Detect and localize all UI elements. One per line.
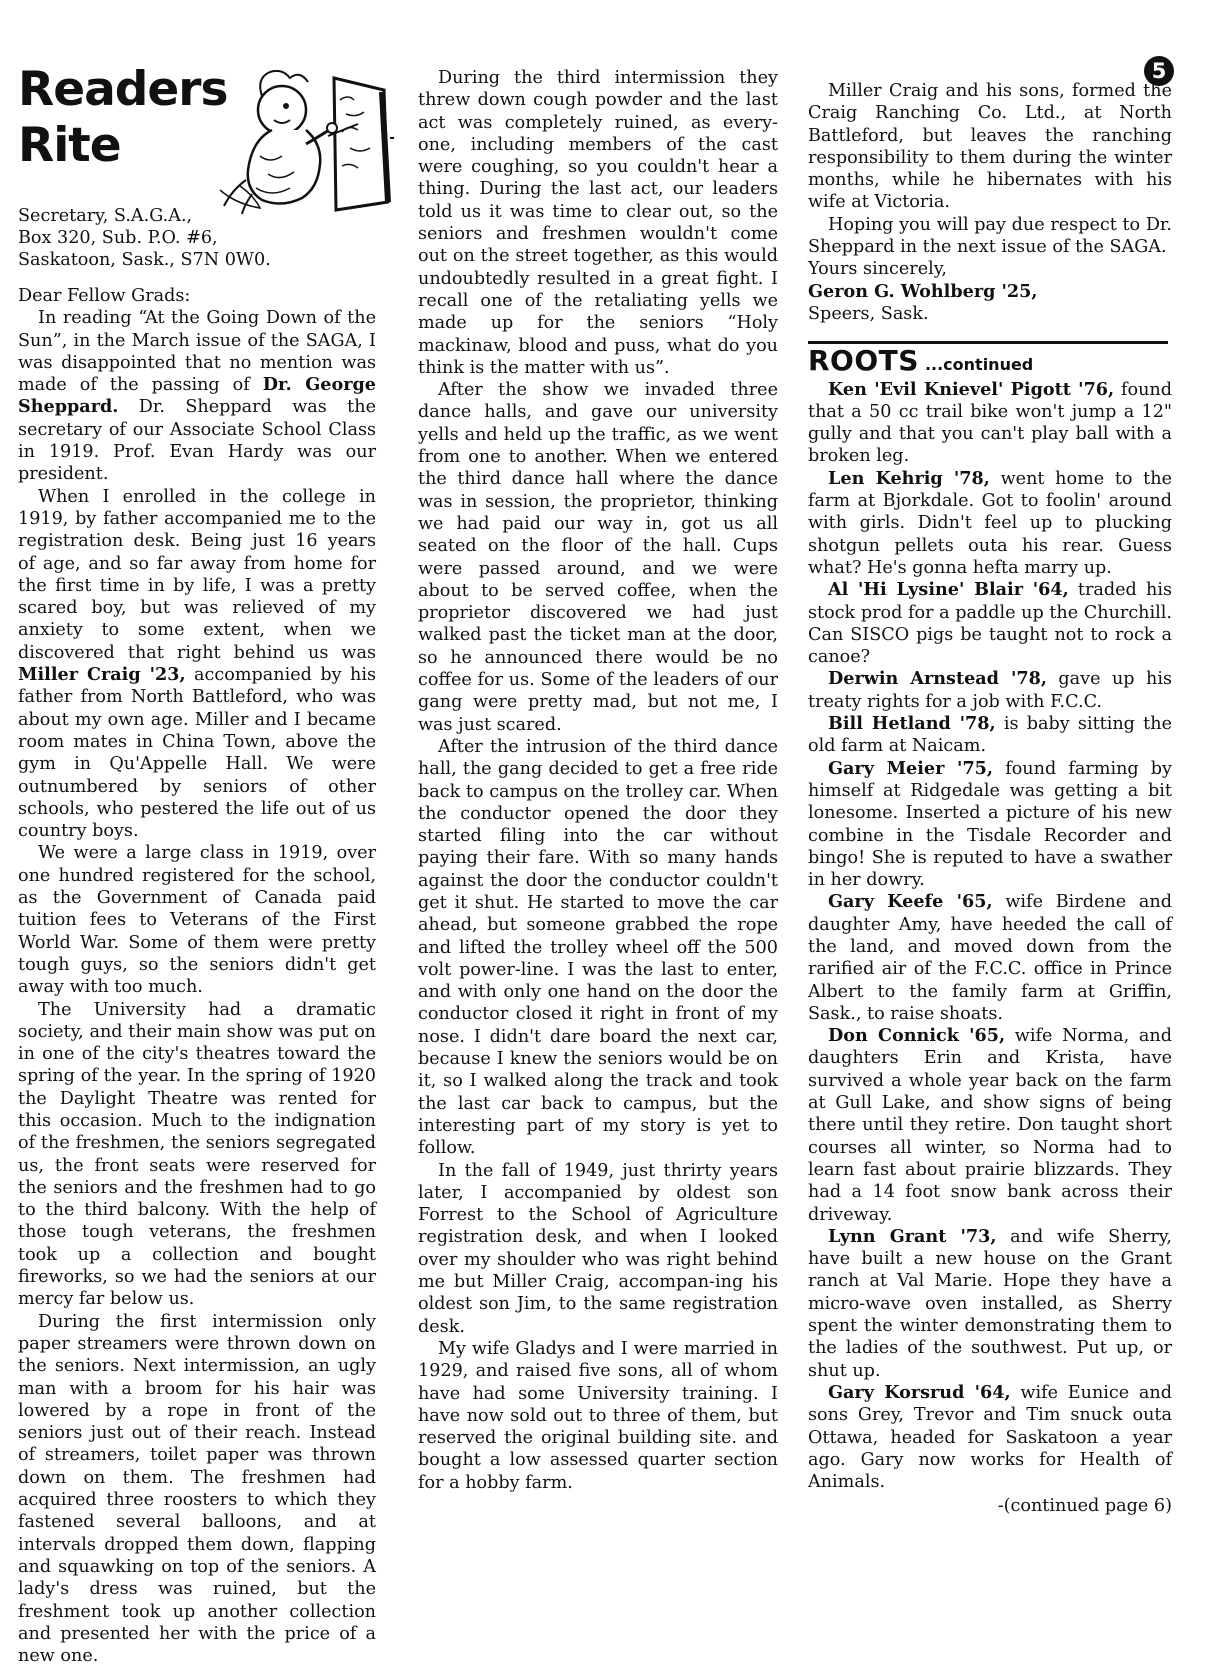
roots-item-name: Len Kehrig '78, xyxy=(828,467,990,489)
roots-item-name: Don Connick '65, xyxy=(828,1025,1006,1047)
roots-item xyxy=(808,468,1172,579)
letter-paragraph: During the first intermission only paper streamers were thrown down on the seniors. Next intermission, an ugly man with a broom for his hair was lowered by a rope in front of the seniors just out of their reach. Instead of streamers, toilet paper was thrown down on them. The freshmen had acquired three roosters to which they fastened several balloons, and at intervals dropped them down, flapping and squawking on top of the seniors. A lady's dress was ruined, but the freshment took up another collection and presented her with the price of a new one. xyxy=(18,1311,376,1667)
column-2 xyxy=(418,58,778,1617)
letter-paragraph: The University had a dramatic society, and their main show was put on in one of the city's theatres toward the spring of the year. In the spring of 1920 the Daylight Theatre was rented for this occasion. Much to the indignation of the freshmen, the seniors segregated us, the front seats were reserved for the seniors and the freshmen had to go to the third balcony. With the help of those tough veterans, the freshmen took up a collection and bought fireworks, so we had the seniors at our mercy far below us. xyxy=(18,999,376,1310)
roots-item-name: Lynn Grant '73, xyxy=(828,1225,997,1247)
roots-item-text: is baby sitting the old farm at Naicam. xyxy=(808,714,1172,757)
roots-item-text: found farming by himself at Ridgedale was getting a bit lonesome. Inserted a picture of his new combine in the Tisdale Recorder and bingo! She is reputed to have a swather in her dowry. xyxy=(808,758,1172,891)
letter-paragraph: We were a large class in 1919, over one hundred registered for the school, as the Government of Canada paid tuition fees to Veterans of the First World War. Some of them were pretty tough guys, so the seniors didn't get away with too much. xyxy=(18,843,376,998)
roots-item-name: Al 'Hi Lysine' Blair '64, xyxy=(828,579,1069,601)
letter-paragraph: My wife Gladys and I were married in 1929, and raised five sons, all of whom have had some University training. I have now sold out to three of them, but reserved the original building site. and bought a low assessed quarter section for a hobby farm. xyxy=(418,1338,778,1493)
roots-item xyxy=(808,379,1172,468)
roots-item xyxy=(808,579,1172,668)
roots-item-name: Gary Keefe '65, xyxy=(828,891,993,913)
roots-item-text: wife Birdene and daughter Amy, have heeded the call of the land, and moved down from the rarified air of the F.C.C. office in Prince Albert to the family farm at Griffin, Sask., to raise shoats. xyxy=(808,892,1173,1024)
column-1 xyxy=(18,0,376,1667)
signature-place: Speers, Sask. xyxy=(808,303,929,324)
roots-item-name: Gary Meier '75, xyxy=(828,757,994,779)
closing: Yours sincerely, xyxy=(808,259,947,280)
roots-item-text: wife Norma, and daughters Erin and Krista, have survived a whole year back on the farm at Gull Lake, and show signs of being there until they retire. Don taught short courses all winter, so Norma had to learn fast about prairie blizzards. They had a 14 foot snow bank across their driveway. xyxy=(808,1026,1172,1225)
letter-paragraph: After the show we invaded three dance halls, and gave our university yells and held up the traffic, as we went from one to another. When we entered the third dance hall where the dance was in session, the proprietor, thinking we had paid our way in, got us all seated on the floor of the hall. Cups were passed around, and we were about to be served coffee, when the proprietor discovered we had just walked past the ticket man at the door, so he announced there would be no coffee for us. Some of the leaders of our gang were pretty mad, but not me, I was just scared. xyxy=(418,380,778,735)
salutation: Dear Fellow Grads: xyxy=(18,286,191,306)
caveman-writing-cartoon xyxy=(216,70,394,215)
roots-continued-label: ...continued xyxy=(924,355,1034,375)
roots-item-text: wife Eunice and sons Grey, Trevor and Tim snuck outa Ottawa, headed for Saskatoon a year ago. Gary now works for Health of Animals. xyxy=(808,1382,1172,1493)
roots-item xyxy=(808,668,1172,713)
bold-name: Miller Craig '23, xyxy=(18,664,186,686)
letter-paragraph: After the intrusion of the third dance hall, the gang decided to get a free ride back to campus on the trolley car. When the conductor opened the door they started filing into the car without paying their fare. With so many hands against the door the conductor couldn't get it shut. He started to move the car ahead, but someone grabbed the rope and lifted the trolley wheel off the 500 volt power-line. I was the last to enter, and with only one hand on the door the conductor closed it right in front of my nose. I didn't dare board the next car, because I knew the seniors would be on it, so I walked along the track and took the last car back to campus, but the interesting part of my story is yet to follow. xyxy=(418,736,778,1159)
roots-item xyxy=(808,758,1172,892)
roots-item xyxy=(808,1025,1172,1226)
letter-paragraph: Hoping you will pay due respect to Dr. Sheppard in the next issue of the SAGA. xyxy=(808,214,1172,258)
section-masthead xyxy=(18,0,376,205)
mailing-address: Secretary, S.A.G.A., Box 320, Sub. P.O. #6, Saskatoon, Sask., S7N 0W0. xyxy=(18,206,271,270)
roots-item-name: Gary Korsrud '64, xyxy=(828,1381,1011,1403)
section-title: Readers Rite xyxy=(18,62,228,173)
roots-item-text: and wife Sherry, have built a new house on the Grant ranch at Val Marie. Hope they have a micro-wave oven installed, as Sherry spent the winter demonstrating them to the ladies of the southwest. Put up, or shut up. xyxy=(808,1226,1172,1381)
bold-name: Dr. George Sheppard. xyxy=(18,374,376,418)
roots-item xyxy=(808,713,1172,758)
roots-item-text: went home to the farm at Bjorkdale. Got to foolin' around with girls. Didn't feel up to plucking shotgun pellets outa his rear. Guess what? He's gonna hefta marry up. xyxy=(808,468,1172,578)
continued-note: -(continued page 6) xyxy=(997,1496,1172,1517)
page-number-badge: 5 xyxy=(1144,56,1174,86)
letter-paragraph: Miller Craig and his sons, formed the Craig Ranching Co. Ltd., at North Battleford, but leaves the ranching responsibility to them during the winter months, while he hibernates with his wife at Victoria. xyxy=(808,81,1172,213)
letter-paragraph: During the third intermission they threw down cough powder and the last act was completely ruined, as every-one, including members of the cast were coughing, so you couldn't hear a thing. During the last act, our leaders told us it was time to clear out, so the seniors and freshmen wouldn't come out on the street together, as this would undoubtedly resulted in a great fight. I recall one of the retaliating yells we made up for the seniors “Holy mackinaw, blood and puss, what do you think is the matter with us”. xyxy=(418,68,778,378)
roots-item xyxy=(808,1382,1172,1493)
roots-item-text: gave up his treaty rights for a job with F.C.C. xyxy=(808,669,1172,712)
roots-item xyxy=(808,1226,1172,1382)
letter-paragraph: In reading “At the Going Down of the Sun”, in the March issue of the SAGA, I was disappointed that no mention was made of the passing of Dr. George Sheppard. Dr. Sheppard was the secretary of our Associate School Class in 1919. Prof. Evan Hardy was our president. xyxy=(18,308,376,485)
roots-item-text: traded his stock prod for a paddle up the Churchill. Can SISCO pigs be taught not to rock a canoe? xyxy=(808,580,1172,668)
roots-item xyxy=(808,891,1172,1025)
column-3 xyxy=(808,80,1172,1617)
roots-item-name: Derwin Arnstead '78, xyxy=(828,668,1047,690)
roots-title: ROOTS xyxy=(808,344,919,378)
letter-paragraph: In the fall of 1949, just thrirty years later, I accompanied by oldest son Forrest to the School of Agriculture registration desk, and when I looked over my shoulder who was right behind me but Miller Craig, accompan-ing his oldest son Jim, to the same registration desk. xyxy=(418,1160,778,1337)
roots-item-name: Ken 'Evil Knievel' Pigott '76, xyxy=(828,378,1115,400)
roots-header xyxy=(808,344,1172,378)
roots-item-text: found that a 50 cc trail bike won't jump a 12" gully and that you can't play ball with a broken leg. xyxy=(808,379,1172,467)
letter-paragraph: When I enrolled in the college in 1919, by father accompanied me to the registration desk. Being just 16 years of age, and so far away from home for the first time in by life, I was a pretty scared boy, but was relieved of my anxiety to some extent, when we discovered that right behind us was Miller Craig '23, accompanied by his father from North Battleford, who was about my own age. Miller and I became room mates in China Town, above the gym in Qu'Appelle Hall. We were outnumbered by seniors of other schools, who pestered the life out of us country boys. xyxy=(18,486,376,842)
signature: Geron G. Wohlberg '25, xyxy=(808,280,1038,302)
roots-item-name: Bill Hetland '78, xyxy=(828,713,996,735)
roots-items xyxy=(808,379,1172,1494)
